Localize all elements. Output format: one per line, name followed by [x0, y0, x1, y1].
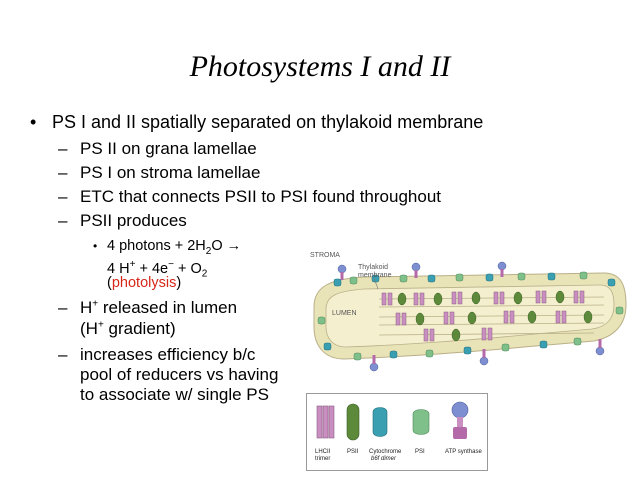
legend-lhcii: [315, 406, 334, 462]
svg-text:b6f dimer: b6f dimer: [371, 456, 397, 462]
legend-cytochrome: [369, 408, 402, 463]
legend-psii: [347, 404, 359, 455]
svg-text:PSI: PSI: [415, 449, 425, 455]
photolysis-term: photolysis: [111, 275, 177, 291]
legend-atp-synthase: [445, 402, 482, 455]
thylakoid-label-1: Thylakoid: [358, 264, 388, 271]
lumen-label: LUMEN: [332, 310, 357, 317]
stroma-label: STROMA: [310, 252, 340, 259]
slide-title: Photosystems I and II: [189, 50, 451, 83]
thylakoid-diagram: [304, 247, 630, 375]
legend-psi: [413, 410, 429, 456]
sub-bullet-etc-text: ETC that connects PSII to PSI found throughout: [80, 187, 441, 206]
bullet-main-text: PS I and II spatially separated on thylakoid membrane: [52, 112, 484, 132]
svg-text:trimer: trimer: [315, 456, 331, 462]
svg-text:ATP synthase: ATP synthase: [445, 449, 482, 455]
sub-bullet-psii-produces-text: PSII produces: [80, 211, 187, 230]
bullet-dot: •: [30, 112, 37, 132]
diagram-legend: [306, 393, 488, 471]
svg-text:PSII: PSII: [347, 449, 359, 455]
thylakoid-label-2: membrane: [358, 272, 392, 279]
sub-bullet-grana-text: PS II on grana lamellae: [80, 139, 257, 158]
svg-text:LHCII: LHCII: [315, 449, 331, 455]
svg-text:Cytochrome: Cytochrome: [369, 449, 402, 455]
sub-bullet-stroma-text: PS I on stroma lamellae: [80, 163, 261, 182]
